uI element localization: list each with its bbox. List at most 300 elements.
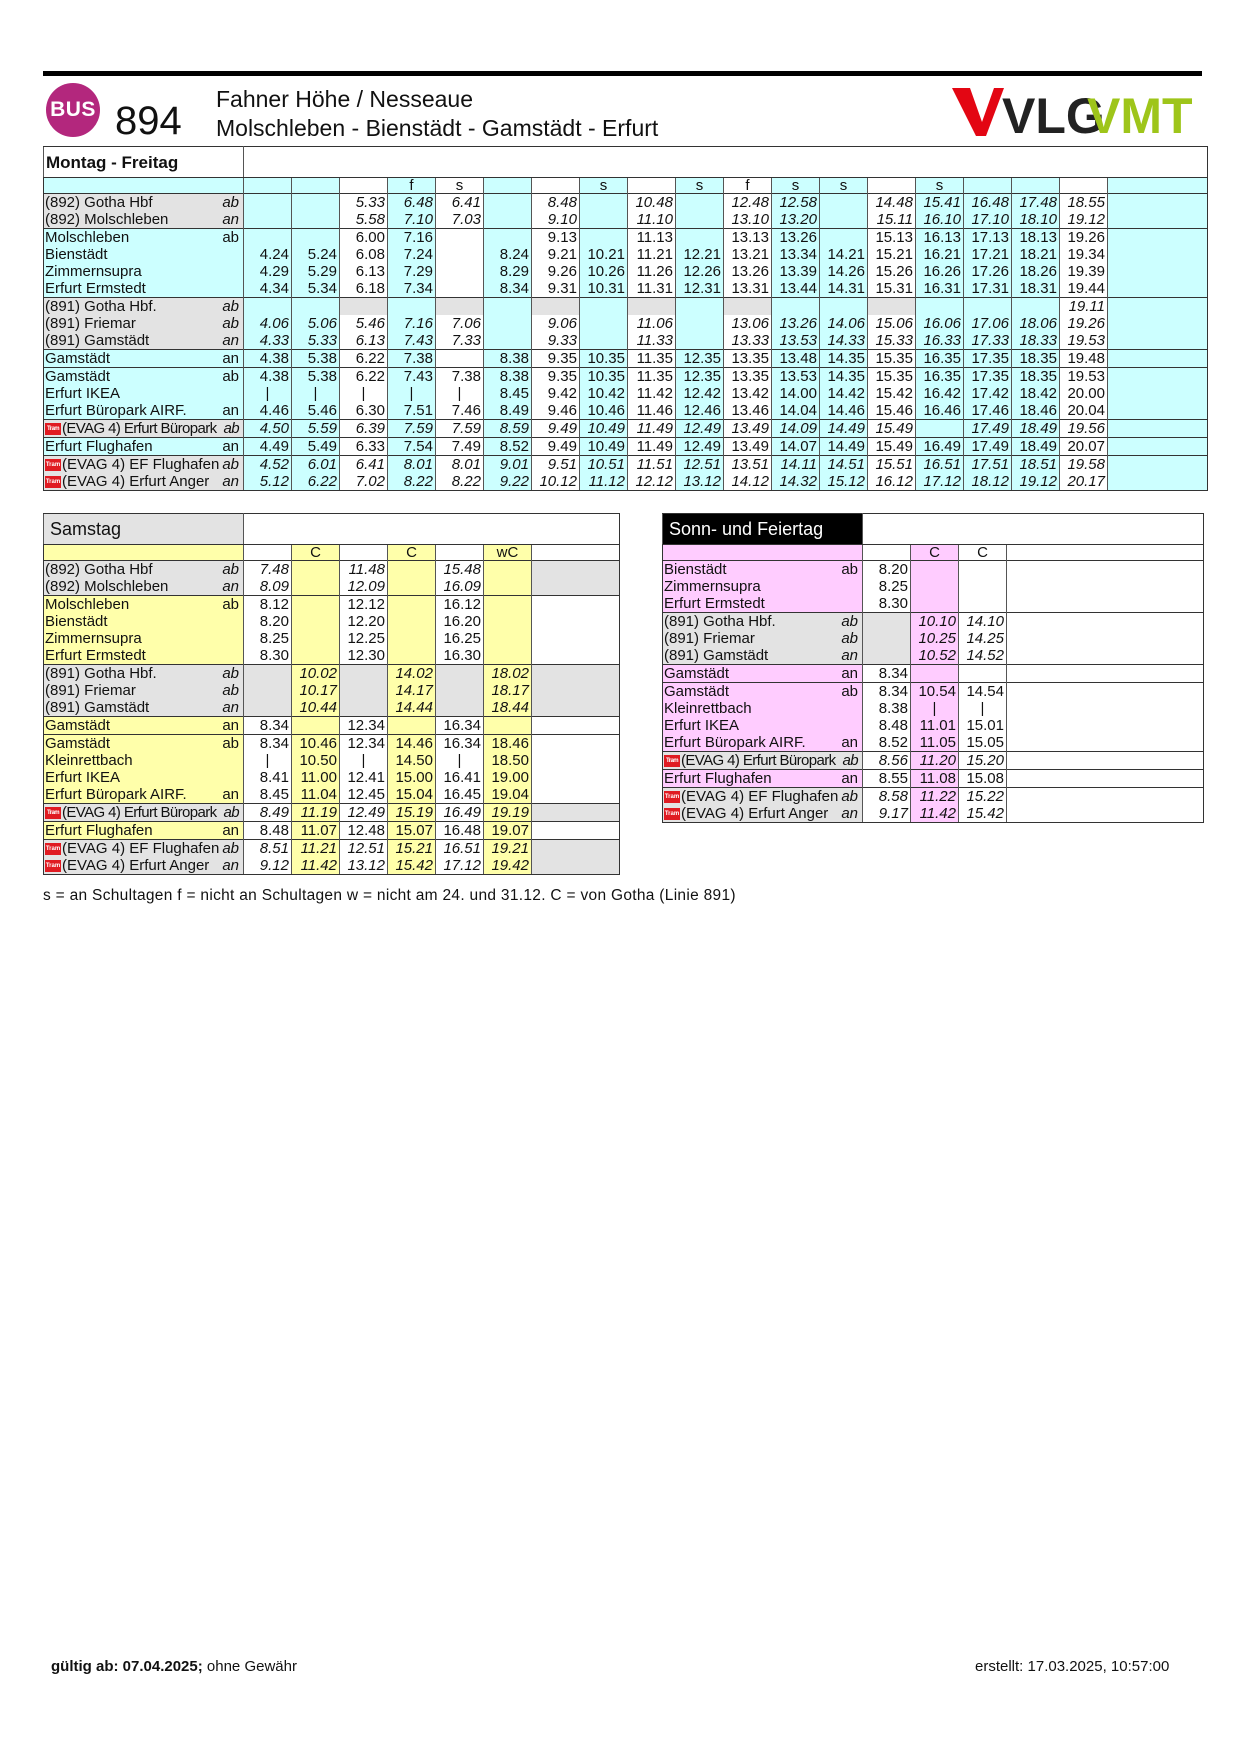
- time-cell: 15.51: [868, 456, 916, 474]
- stop-name: Zimmernsupra: [664, 578, 761, 595]
- time-cell: 15.33: [868, 332, 916, 350]
- time-cell: 12.42: [676, 385, 724, 402]
- time-cell: 11.06: [628, 315, 676, 332]
- stop-cell: [663, 788, 863, 806]
- stop-cell: [44, 229, 244, 247]
- time-cell: [1108, 194, 1208, 212]
- arr-dep-marker: ab: [841, 561, 858, 578]
- time-cell: 15.19: [388, 804, 436, 822]
- stop-name: (891) Friemar: [45, 315, 136, 332]
- time-cell: 5.12: [244, 473, 292, 491]
- stop-cell: [44, 561, 244, 579]
- time-cell: 4.38: [244, 368, 292, 386]
- time-cell: 18.46: [484, 735, 532, 753]
- table-row: [44, 350, 1208, 368]
- stop-cell: [44, 280, 244, 298]
- time-cell: 12.49: [340, 804, 388, 822]
- time-cell: [436, 246, 484, 263]
- table-row: [44, 613, 620, 630]
- table-row: [44, 211, 1208, 229]
- stop-cell: [663, 613, 863, 631]
- time-cell: 5.58: [340, 211, 388, 229]
- time-cell: 16.51: [916, 456, 964, 474]
- time-cell: 18.49: [1012, 438, 1060, 456]
- time-cell: [911, 595, 959, 613]
- arr-dep-marker: ab: [222, 456, 239, 473]
- time-cell: 10.10: [911, 613, 959, 631]
- time-cell: 15.22: [959, 788, 1007, 806]
- time-cell: 13.51: [724, 456, 772, 474]
- time-cell: 11.42: [292, 857, 340, 875]
- trip-note: [244, 545, 292, 561]
- time-cell: 9.35: [532, 350, 580, 368]
- time-cell: [676, 298, 724, 316]
- stop-name: Erfurt Flughafen: [45, 822, 153, 839]
- table-row: [44, 578, 620, 596]
- table-row: [663, 647, 1204, 665]
- arr-dep-marker: ab: [222, 665, 239, 682]
- time-cell: 15.20: [959, 752, 1007, 770]
- time-cell: 7.38: [388, 350, 436, 368]
- time-cell: 11.22: [911, 788, 959, 806]
- time-cell: 9.49: [532, 438, 580, 456]
- time-cell: 14.25: [959, 630, 1007, 647]
- time-cell: 16.13: [916, 229, 964, 247]
- time-cell: [1108, 246, 1208, 263]
- time-cell: 13.53: [772, 332, 820, 350]
- time-cell: 6.41: [436, 194, 484, 212]
- time-cell: [436, 263, 484, 280]
- trip-note: s: [580, 178, 628, 194]
- time-cell: [388, 596, 436, 614]
- trip-note: [292, 178, 340, 194]
- time-cell: 11.00: [292, 769, 340, 786]
- time-cell: 19.07: [484, 822, 532, 840]
- stop-name: Gamstädt: [664, 683, 730, 700]
- time-cell: [1108, 420, 1208, 438]
- time-cell: 15.11: [868, 211, 916, 229]
- time-cell: 7.16: [388, 229, 436, 247]
- time-cell: 7.10: [388, 211, 436, 229]
- time-cell: 8.34: [863, 665, 911, 683]
- trip-note: [868, 178, 916, 194]
- time-cell: 6.08: [340, 246, 388, 263]
- stop-cell: [44, 368, 244, 386]
- time-cell: 11.12: [580, 473, 628, 491]
- time-cell: [772, 298, 820, 316]
- stop-cell: [44, 211, 244, 229]
- time-cell: 16.35: [916, 368, 964, 386]
- stop-name: Erfurt Büropark AIRF.: [664, 734, 806, 751]
- table-row: [663, 613, 1204, 631]
- time-cell: [388, 647, 436, 665]
- time-cell: [532, 840, 620, 858]
- time-cell: 19.53: [1060, 332, 1108, 350]
- table-row: [44, 420, 1208, 438]
- time-cell: 4.49: [244, 438, 292, 456]
- stop-name: Erfurt Büropark AIRF.: [45, 786, 187, 803]
- time-cell: 5.34: [292, 280, 340, 298]
- stop-name: Bienstädt: [45, 246, 108, 263]
- time-cell: 19.21: [484, 840, 532, 858]
- table-row: [44, 385, 1208, 402]
- time-cell: 14.49: [820, 438, 868, 456]
- time-cell: [676, 332, 724, 350]
- time-cell: 7.54: [388, 438, 436, 456]
- tram-icon: Tram: [45, 459, 61, 471]
- stop-cell: [44, 402, 244, 420]
- time-cell: [244, 194, 292, 212]
- table-row: [663, 752, 1204, 770]
- time-cell: [292, 717, 340, 735]
- stop-cell: [663, 647, 863, 665]
- time-cell: 15.35: [868, 350, 916, 368]
- time-cell: 14.50: [388, 752, 436, 769]
- time-cell: 14.52: [959, 647, 1007, 665]
- time-cell: [484, 332, 532, 350]
- time-cell: |: [244, 752, 292, 769]
- table-row: [44, 665, 620, 683]
- vmt-letters: VMT: [1087, 88, 1193, 140]
- trip-note: s: [916, 178, 964, 194]
- time-cell: 6.13: [340, 263, 388, 280]
- time-cell: 8.09: [244, 578, 292, 596]
- time-cell: 19.11: [1060, 298, 1108, 316]
- time-cell: [1108, 456, 1208, 474]
- arr-dep-marker: an: [222, 578, 239, 595]
- time-cell: 8.34: [484, 280, 532, 298]
- time-cell: 14.21: [820, 246, 868, 263]
- stop-name: Erfurt IKEA: [45, 769, 121, 786]
- time-cell: 12.30: [340, 647, 388, 665]
- table-row: [44, 717, 620, 735]
- time-cell: 15.49: [868, 438, 916, 456]
- time-cell: 13.48: [772, 350, 820, 368]
- time-cell: 5.06: [292, 315, 340, 332]
- time-cell: 8.56: [863, 752, 911, 770]
- stop-name: Molschleben: [45, 229, 130, 246]
- arr-dep-marker: an: [222, 473, 239, 490]
- time-cell: 13.35: [724, 350, 772, 368]
- time-cell: [959, 665, 1007, 683]
- time-cell: 12.58: [772, 194, 820, 212]
- time-cell: [1108, 263, 1208, 280]
- arr-dep-marker: ab: [222, 682, 239, 699]
- time-cell: 6.22: [340, 350, 388, 368]
- table-row: [44, 315, 1208, 332]
- time-cell: 16.34: [436, 735, 484, 753]
- stop-cell: [663, 700, 863, 717]
- time-cell: 8.25: [244, 630, 292, 647]
- stop-name: Gamstädt: [45, 717, 111, 734]
- time-cell: 12.31: [676, 280, 724, 298]
- trip-note: wC: [484, 545, 532, 561]
- table-row: [44, 263, 1208, 280]
- time-cell: 4.38: [244, 350, 292, 368]
- time-cell: 9.49: [532, 420, 580, 438]
- time-cell: 10.46: [292, 735, 340, 753]
- time-cell: 14.46: [388, 735, 436, 753]
- stop-cell: [44, 420, 244, 438]
- time-cell: 15.42: [388, 857, 436, 875]
- bus-logo: BUS: [46, 83, 100, 137]
- time-cell: [532, 786, 620, 804]
- tram-icon: Tram: [45, 843, 61, 855]
- time-cell: 18.51: [1012, 456, 1060, 474]
- time-cell: 13.53: [772, 368, 820, 386]
- stop-cell: [44, 857, 244, 875]
- trip-note: C: [959, 545, 1007, 561]
- time-cell: 18.26: [1012, 263, 1060, 280]
- stop-cell: [44, 263, 244, 280]
- time-cell: 8.01: [436, 456, 484, 474]
- stop-name: Zimmernsupra: [45, 263, 142, 280]
- time-cell: 7.38: [436, 368, 484, 386]
- table-row: [44, 752, 620, 769]
- time-cell: 20.07: [1060, 438, 1108, 456]
- time-cell: 16.42: [916, 385, 964, 402]
- time-cell: 11.05: [911, 734, 959, 752]
- time-cell: 7.34: [388, 280, 436, 298]
- time-cell: 9.06: [532, 315, 580, 332]
- stop-name: (891) Gamstädt: [45, 699, 150, 716]
- time-cell: [820, 229, 868, 247]
- time-cell: 19.26: [1060, 315, 1108, 332]
- time-cell: 7.46: [436, 402, 484, 420]
- time-cell: 7.51: [388, 402, 436, 420]
- time-cell: 19.12: [1060, 211, 1108, 229]
- tram-icon: Tram: [45, 476, 61, 488]
- time-cell: 11.04: [292, 786, 340, 804]
- time-cell: |: [340, 752, 388, 769]
- stop-name: (891) Gotha Hbf.: [45, 298, 157, 315]
- time-cell: 19.39: [1060, 263, 1108, 280]
- time-cell: 4.46: [244, 402, 292, 420]
- time-cell: 17.49: [964, 438, 1012, 456]
- time-cell: |: [911, 700, 959, 717]
- time-cell: 10.49: [580, 438, 628, 456]
- stop-name: Gamstädt: [45, 368, 111, 385]
- time-cell: 18.02: [484, 665, 532, 683]
- time-cell: 6.01: [292, 456, 340, 474]
- time-cell: 13.31: [724, 280, 772, 298]
- time-cell: [484, 717, 532, 735]
- stop-cell: [44, 246, 244, 263]
- time-cell: [911, 578, 959, 595]
- table-row: [44, 246, 1208, 263]
- arr-dep-marker: ab: [841, 683, 858, 700]
- table-row: [44, 280, 1208, 298]
- time-cell: 10.44: [292, 699, 340, 717]
- stop-cell: [663, 578, 863, 595]
- time-cell: 8.49: [244, 804, 292, 822]
- time-cell: 8.12: [244, 596, 292, 614]
- time-cell: 17.12: [916, 473, 964, 491]
- time-cell: 14.17: [388, 682, 436, 699]
- stop-cell: [44, 735, 244, 753]
- time-cell: 8.45: [484, 385, 532, 402]
- trip-note: C: [911, 545, 959, 561]
- time-cell: [532, 682, 620, 699]
- vlg-letters: VLG: [1002, 88, 1105, 140]
- time-cell: |: [436, 752, 484, 769]
- time-cell: 14.51: [820, 456, 868, 474]
- time-cell: 17.33: [964, 332, 1012, 350]
- time-cell: [484, 211, 532, 229]
- time-cell: 8.34: [244, 735, 292, 753]
- time-cell: 16.25: [436, 630, 484, 647]
- time-cell: 10.21: [580, 246, 628, 263]
- time-cell: 18.31: [1012, 280, 1060, 298]
- time-cell: 8.48: [244, 822, 292, 840]
- time-cell: 7.43: [388, 332, 436, 350]
- time-cell: 8.20: [244, 613, 292, 630]
- time-cell: [484, 561, 532, 579]
- table-row: [44, 438, 1208, 456]
- arr-dep-marker: ab: [222, 194, 239, 211]
- time-cell: 17.10: [964, 211, 1012, 229]
- stop-name: (891) Friemar: [45, 682, 136, 699]
- time-cell: 18.06: [1012, 315, 1060, 332]
- time-cell: 18.35: [1012, 350, 1060, 368]
- time-cell: 9.31: [532, 280, 580, 298]
- trip-note: [340, 545, 388, 561]
- time-cell: 8.29: [484, 263, 532, 280]
- time-cell: 13.49: [724, 438, 772, 456]
- time-cell: 15.21: [868, 246, 916, 263]
- table-row: [44, 769, 620, 786]
- arr-dep-marker: ab: [841, 613, 858, 630]
- top-rule: [43, 71, 1202, 76]
- time-cell: 19.58: [1060, 456, 1108, 474]
- stop-cell: [44, 350, 244, 368]
- time-cell: [388, 613, 436, 630]
- trip-note: [532, 545, 620, 561]
- time-cell: [292, 229, 340, 247]
- table-row: [44, 822, 620, 840]
- time-cell: [436, 298, 484, 316]
- time-cell: 8.22: [436, 473, 484, 491]
- time-cell: 10.35: [580, 368, 628, 386]
- time-cell: 6.30: [340, 402, 388, 420]
- table-row: [663, 770, 1204, 788]
- saturday-title: Samstag: [44, 514, 244, 545]
- time-cell: 19.04: [484, 786, 532, 804]
- time-cell: [484, 596, 532, 614]
- time-cell: 16.51: [436, 840, 484, 858]
- time-cell: [724, 298, 772, 316]
- time-cell: [292, 194, 340, 212]
- stop-cell: [44, 647, 244, 665]
- time-cell: [292, 211, 340, 229]
- time-cell: 7.06: [436, 315, 484, 332]
- time-cell: [628, 298, 676, 316]
- time-cell: 14.11: [772, 456, 820, 474]
- time-cell: [484, 630, 532, 647]
- time-cell: 18.50: [484, 752, 532, 769]
- time-cell: 16.12: [436, 596, 484, 614]
- time-cell: [532, 752, 620, 769]
- time-cell: 19.12: [1012, 473, 1060, 491]
- table-row: [44, 402, 1208, 420]
- table-row: [663, 788, 1204, 806]
- trip-note: f: [724, 178, 772, 194]
- time-cell: 16.21: [916, 246, 964, 263]
- time-cell: 16.09: [436, 578, 484, 596]
- time-cell: 9.42: [532, 385, 580, 402]
- trip-note: [964, 178, 1012, 194]
- time-cell: [292, 298, 340, 316]
- time-cell: 9.35: [532, 368, 580, 386]
- legend: s = an Schultagen f = nicht an Schultagen w = nicht am 24. und 31.12. C = von Gotha (Linie 891): [43, 887, 736, 904]
- time-cell: 12.35: [676, 350, 724, 368]
- time-cell: [484, 578, 532, 596]
- arr-dep-marker: an: [841, 805, 858, 822]
- time-cell: 8.58: [863, 788, 911, 806]
- time-cell: 12.34: [340, 717, 388, 735]
- time-cell: 17.35: [964, 350, 1012, 368]
- time-cell: 13.26: [724, 263, 772, 280]
- time-cell: 17.31: [964, 280, 1012, 298]
- time-cell: [820, 211, 868, 229]
- stop-cell: [663, 630, 863, 647]
- time-cell: 11.19: [292, 804, 340, 822]
- arr-dep-marker: ab: [222, 561, 239, 578]
- time-cell: 8.52: [484, 438, 532, 456]
- time-cell: 12.21: [676, 246, 724, 263]
- time-cell: 9.33: [532, 332, 580, 350]
- time-cell: 12.35: [676, 368, 724, 386]
- stop-name: Molschleben: [45, 596, 130, 613]
- time-cell: 16.45: [436, 786, 484, 804]
- time-cell: 14.12: [724, 473, 772, 491]
- time-cell: 11.51: [628, 456, 676, 474]
- time-cell: [388, 298, 436, 316]
- table-row: [44, 840, 620, 858]
- time-cell: 19.56: [1060, 420, 1108, 438]
- time-cell: [532, 578, 620, 596]
- time-cell: 5.49: [292, 438, 340, 456]
- time-cell: [436, 665, 484, 683]
- time-cell: [1108, 315, 1208, 332]
- stop-name: (EVAG 4) EF Flughafen: [62, 840, 220, 857]
- time-cell: 6.18: [340, 280, 388, 298]
- time-cell: 12.25: [340, 630, 388, 647]
- time-cell: [1108, 438, 1208, 456]
- stop-name: (EVAG 4) Erfurt Anger: [681, 805, 829, 822]
- time-cell: 10.17: [292, 682, 340, 699]
- time-cell: 19.26: [1060, 229, 1108, 247]
- note-row: [44, 545, 620, 561]
- time-cell: 5.38: [292, 368, 340, 386]
- table-row: [44, 368, 1208, 386]
- stop-name: (891) Friemar: [664, 630, 755, 647]
- time-cell: 16.26: [916, 263, 964, 280]
- time-cell: 9.10: [532, 211, 580, 229]
- time-cell: 13.39: [772, 263, 820, 280]
- time-cell: [580, 229, 628, 247]
- time-cell: 7.33: [436, 332, 484, 350]
- time-cell: 7.16: [388, 315, 436, 332]
- arr-dep-marker: an: [222, 822, 239, 839]
- time-cell: 15.42: [868, 385, 916, 402]
- time-cell: |: [436, 385, 484, 402]
- vlg-vmt-logo: [952, 84, 1202, 140]
- stop-cell: [44, 456, 244, 474]
- time-cell: 14.44: [388, 699, 436, 717]
- table-row: [663, 665, 1204, 683]
- time-cell: 15.46: [868, 402, 916, 420]
